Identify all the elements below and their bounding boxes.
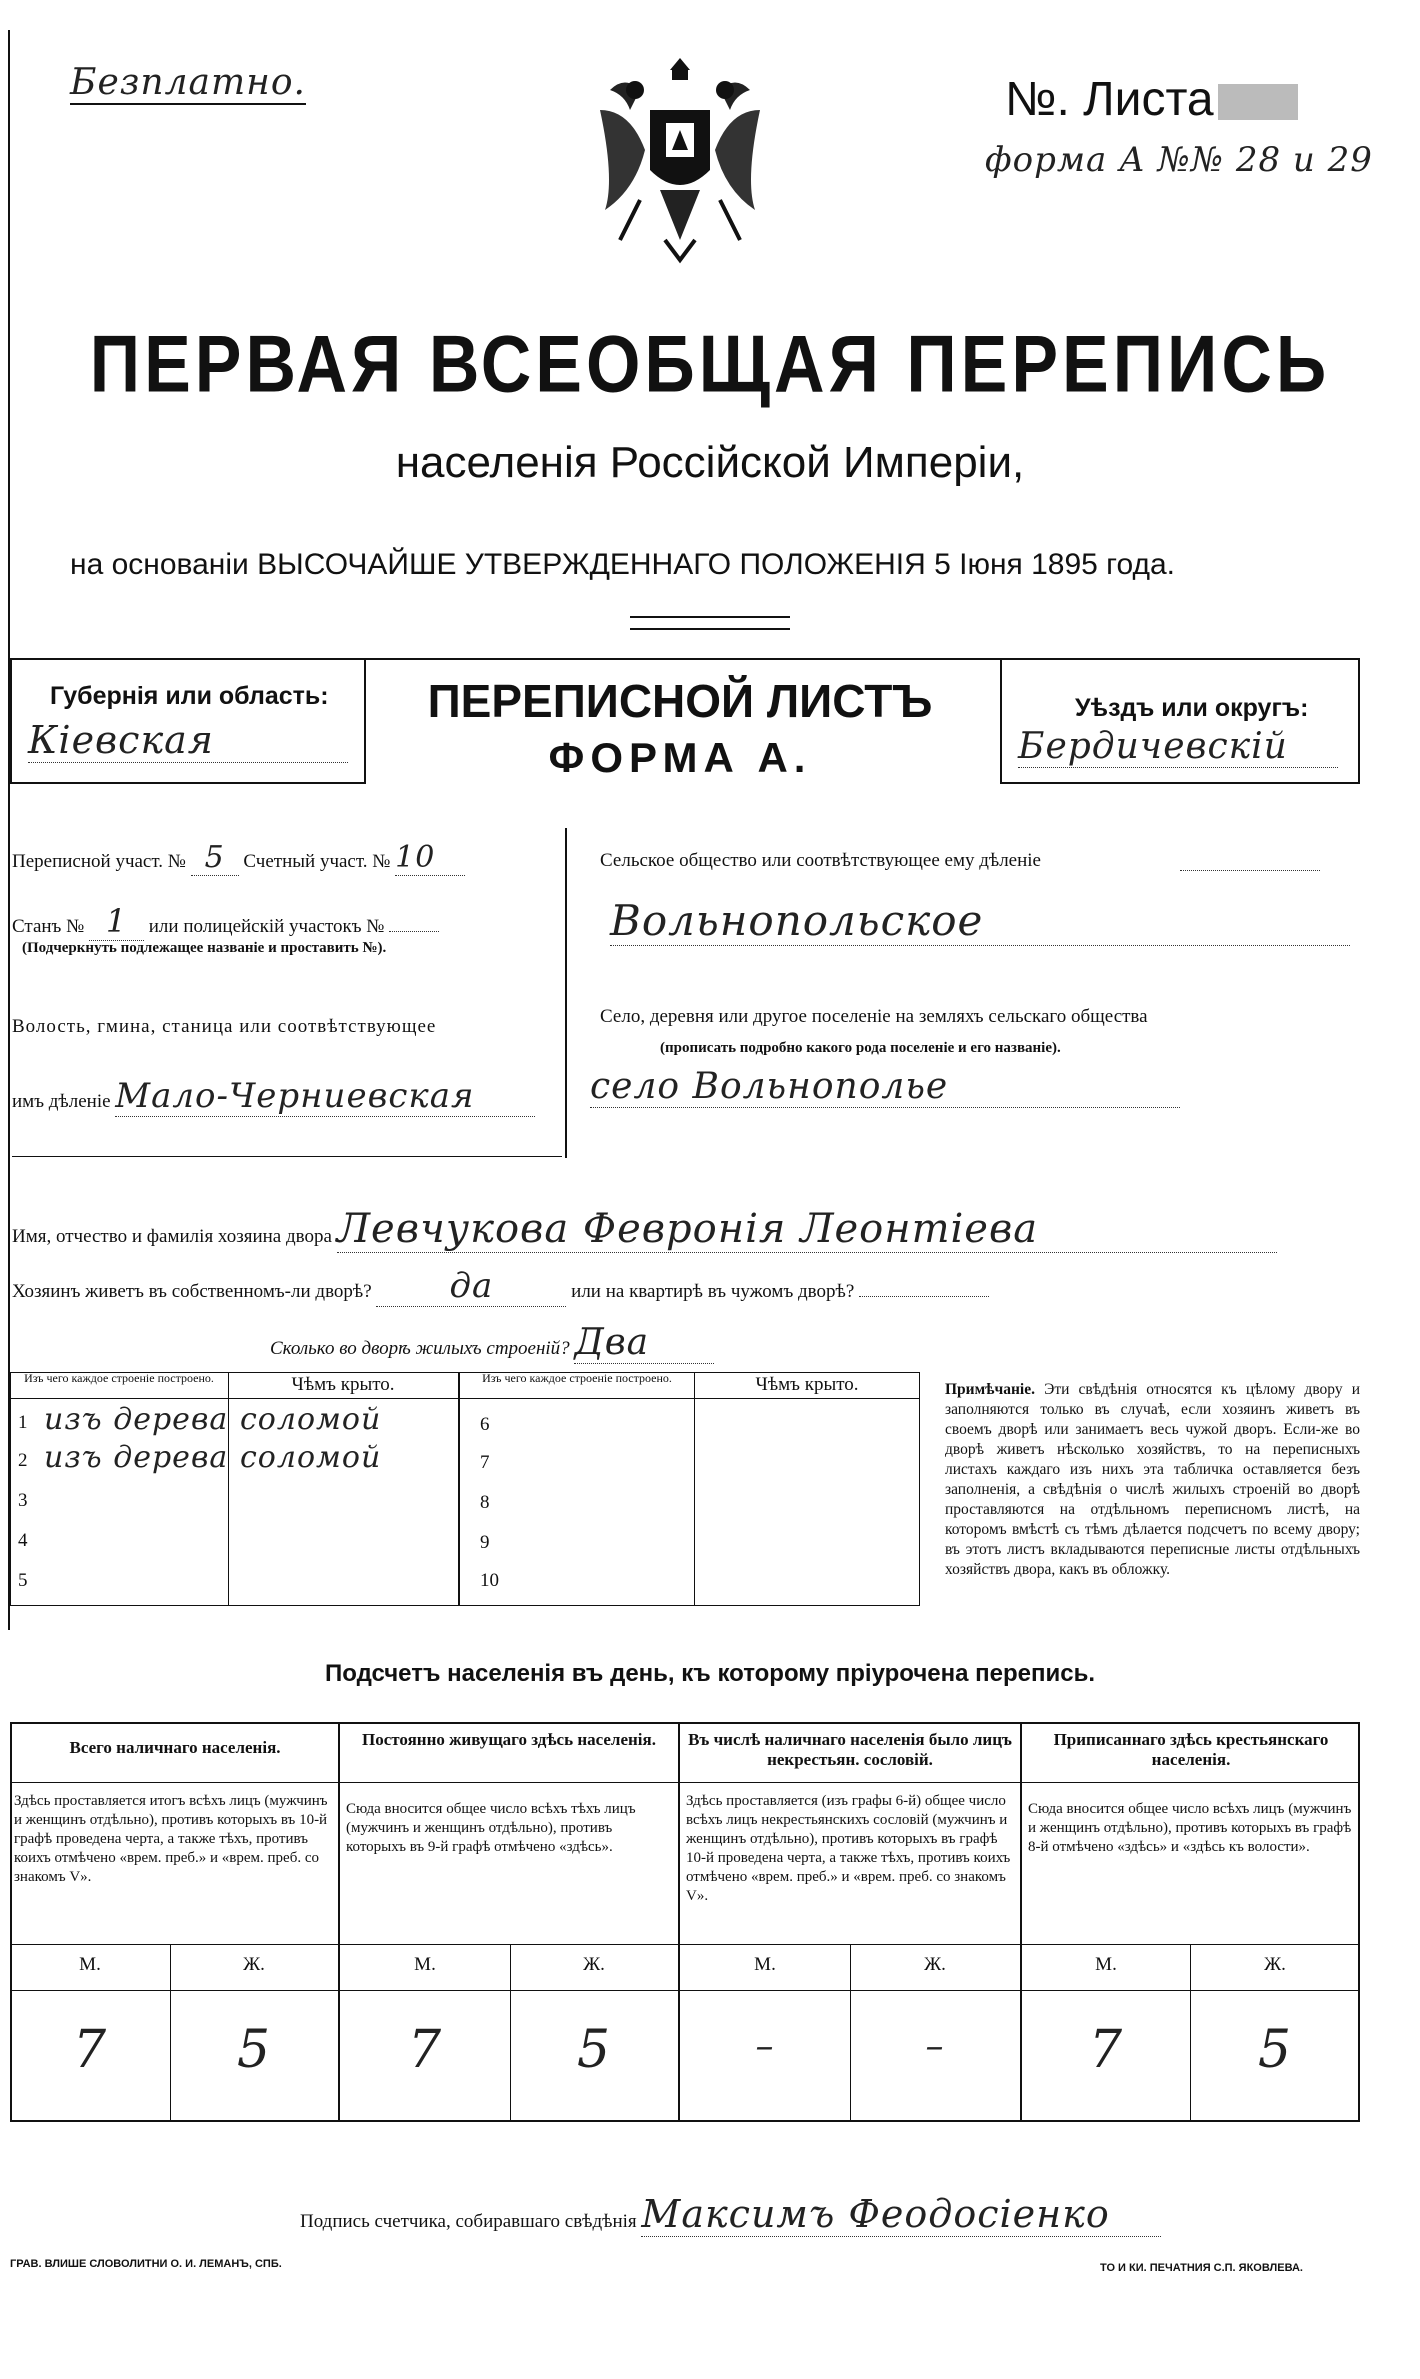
rule <box>10 1990 1360 1991</box>
residence-field: Хозяинъ живетъ въ собственномъ-ли дворѣ? да или на квартирѣ въ чужомъ дворѣ? <box>12 1266 989 1307</box>
row-roof-value[interactable]: соломой <box>240 1440 382 1475</box>
female-count[interactable]: – <box>925 2026 945 2067</box>
count-district-value[interactable]: 10 <box>395 840 465 876</box>
buildings-value[interactable]: Два <box>574 1322 714 1364</box>
legal-basis: на основаніи ВЫСОЧАЙШЕ УТВЕРЖДЕННАГО ПОЛОЖЕНІЯ 5 Іюня 1895 года. <box>70 548 1176 581</box>
sheet-number-label: №. Листа <box>1005 72 1298 127</box>
female-label: Ж. <box>243 1954 265 1975</box>
female-count[interactable]: 5 <box>576 2020 612 2080</box>
col-built-header-2: Изъ чего каждое строеніе построено. <box>482 1371 672 1385</box>
uezd-value[interactable]: Бердичевскій <box>1018 726 1338 768</box>
female-label: Ж. <box>1264 1954 1286 1975</box>
village-value[interactable]: село Вольнополье <box>590 1066 1180 1108</box>
row-number: 1 <box>18 1412 28 1433</box>
female-label: Ж. <box>583 1954 605 1975</box>
printer-right: ТО И КИ. ПЕЧАТНИЯ С.П. ЯКОВЛЕВА. <box>1100 2262 1303 2274</box>
stan-value[interactable]: 1 <box>89 902 144 941</box>
note-block <box>945 1380 1360 1580</box>
note-title: Примѣчаніе. <box>945 1381 1035 1398</box>
society-label: Сельское общество или соотвѣтствующее ему дѣленіе <box>600 850 1041 871</box>
row-number: 4 <box>18 1530 28 1551</box>
pop-col-desc: Здѣсь проставляется итогъ всѣхъ лицъ (мужчинъ и женщинъ отдѣльно), противъ которыхъ въ 10-й графѣ проведена черта, а также тѣхъ, противъ коихъ отмѣчено «врем. преб.» и «врем. преб. со знакомъ V». <box>14 1793 328 1885</box>
form-label: ФОРМА А. <box>548 734 812 781</box>
sheet-title: ПЕРЕПИСНОЙ ЛИСТЪ <box>427 675 933 727</box>
rule <box>12 1156 562 1157</box>
census-district-field: Переписной участ. № 5 Счетный участ. № 10 <box>12 840 465 876</box>
divider <box>565 828 567 1158</box>
village-label: Село, деревня или другое поселеніе на земляхъ сельскаго общества <box>600 1006 1148 1027</box>
free-label: Безплатно. <box>70 62 306 103</box>
note-text: Эти свѣдѣнія относятся къ цѣлому двору и заполняются только въ случаѣ, если хозяинъ живетъ въ своемъ дворѣ или занимаетъ весь чужой дворъ. Если-же во дворѣ живетъ нѣсколько хозяйствъ, то на переписныхъ листахъ каждаго изъ нихъ эта табличка оставляется безъ заполненія, а свѣдѣнія о числѣ жилыхъ строеній во дворѣ проставляются на отдѣльномъ переписномъ листѣ, на которомъ вмѣстѣ съ тѣмъ дѣлается подсчетъ по всему двору; въ этотъ листъ вкладываются переписные листы отдѣльныхъ хозяйствъ двора, какъ въ обложку. <box>945 1381 1361 1578</box>
row-number: 6 <box>480 1414 490 1435</box>
signature-field: Подпись счетчика, собиравшаго свѣдѣнія Максимъ Феодосіенко <box>300 2192 1161 2237</box>
buildings-field: Сколько во дворѣ жилыхъ строеній? Два <box>270 1322 714 1364</box>
female-count[interactable]: 5 <box>236 2020 272 2080</box>
rule <box>10 1782 1360 1783</box>
female-count[interactable]: 5 <box>1257 2020 1293 2080</box>
uezd-label: Уѣздъ или округъ: <box>1075 694 1309 722</box>
row-built-value[interactable]: изъ дерева <box>44 1402 229 1437</box>
gubernia-label: Губернія или область: <box>50 682 329 710</box>
male-count[interactable]: 7 <box>1088 2020 1124 2080</box>
pop-col-title: Всего наличнаго населенія. <box>69 1738 281 1757</box>
pop-col-title: Постоянно живущаго здѣсь населенія. <box>362 1730 656 1749</box>
row-number: 8 <box>480 1492 490 1513</box>
male-count[interactable]: 7 <box>407 2020 443 2080</box>
printer-left: ГРАВ. ВЛИШЕ СЛОВОЛИТНИ О. И. ЛЕМАНЪ, СПБ. <box>10 2258 282 2270</box>
male-label: М. <box>414 1954 436 1975</box>
col-built-header: Изъ чего каждое строеніе построено. <box>24 1371 214 1385</box>
rule <box>10 1944 1360 1945</box>
volost-label: Волость, гмина, станица или соотвѣтствующее <box>12 1016 437 1037</box>
dotted-line <box>1180 870 1320 871</box>
coat-of-arms-icon <box>580 50 780 270</box>
col-roof-header: Чѣмъ крыто. <box>291 1374 395 1395</box>
male-count[interactable]: 7 <box>72 2020 108 2080</box>
col-roof-header-2: Чѣмъ крыто. <box>755 1374 859 1395</box>
stan-field: Станъ № 1 или полицейскій участокъ № <box>12 902 439 941</box>
volost-value[interactable]: Мало-Черниевская <box>115 1076 535 1117</box>
sheet-number-handwritten: форма А №№ 28 и 29 <box>985 140 1373 180</box>
volost-field: имъ дѣленіе Мало-Черниевская <box>12 1076 535 1117</box>
row-built-value[interactable]: изъ дерева <box>44 1440 229 1475</box>
owner-value[interactable]: Левчукова Февронія Леонтіева <box>337 1206 1277 1253</box>
row-number: 5 <box>18 1570 28 1591</box>
pop-col-desc: Здѣсь проставляется (изъ графы 6-й) общее число всѣхъ лицъ некрестьянскихъ сословій (мужчинъ и женщинъ отдѣльно), противъ которыхъ въ графѣ 10-й проведена черта, а также тѣхъ, противъ коихъ отмѣчено «врем. преб.» и «врем. преб. со знакомъ V». <box>686 1793 1011 1904</box>
pop-col-desc: Сюда вносится общее число всѣхъ лицъ (мужчинъ и женщинъ отдѣльно), противъ которыхъ въ графѣ 8-й отмѣчено «здѣсь» и «здѣсь къ волости». <box>1028 1801 1352 1855</box>
row-number: 10 <box>480 1570 499 1591</box>
female-label: Ж. <box>924 1954 946 1975</box>
owner-field: Имя, отчество и фамилія хозяина двора Левчукова Февронія Леонтіева <box>12 1206 1277 1253</box>
row-number: 7 <box>480 1452 490 1473</box>
signature-value[interactable]: Максимъ Феодосіенко <box>641 2192 1161 2237</box>
ornament-divider <box>630 616 790 630</box>
rule <box>694 1372 695 1606</box>
rule <box>458 1372 460 1606</box>
rule <box>10 1398 920 1399</box>
row-number: 2 <box>18 1450 28 1471</box>
row-roof-value[interactable]: соломой <box>240 1402 382 1437</box>
population-heading: Подсчетъ населенія въ день, къ которому пріурочена перепись. <box>325 1660 1095 1687</box>
male-label: М. <box>754 1954 776 1975</box>
underline-note: (Подчеркнуть подлежащее названіе и проставить №). <box>22 940 387 956</box>
male-label: М. <box>1095 1954 1117 1975</box>
row-number: 9 <box>480 1532 490 1553</box>
page-subtitle: населенія Россійской Имперіи, <box>395 438 1025 487</box>
male-label: М. <box>79 1954 101 1975</box>
male-count[interactable]: – <box>755 2026 775 2067</box>
pop-col-title: Въ числѣ наличнаго населенія было лицъ некрестьян. сословій. <box>688 1730 1012 1769</box>
page-title: ПЕРВАЯ ВСЕОБЩАЯ ПЕРЕПИСЬ <box>89 319 1331 409</box>
census-district-value[interactable]: 5 <box>191 840 239 876</box>
residence-own-value[interactable]: да <box>376 1266 566 1307</box>
gubernia-value[interactable]: Кіевская <box>28 718 348 763</box>
row-number: 3 <box>18 1490 28 1511</box>
village-note: (прописать подробно какого рода поселеніе и его названіе). <box>660 1040 1061 1056</box>
pop-col-title: Приписаннаго здѣсь крестьянскаго населенія. <box>1053 1730 1329 1769</box>
society-value[interactable]: Вольнопольское <box>610 896 1350 946</box>
pop-col-desc: Сюда вносится общее число всѣхъ тѣхъ лицъ (мужчинъ и женщинъ отдѣльно), противъ которыхъ въ 9-й графѣ отмѣчено «здѣсь». <box>346 1801 636 1855</box>
